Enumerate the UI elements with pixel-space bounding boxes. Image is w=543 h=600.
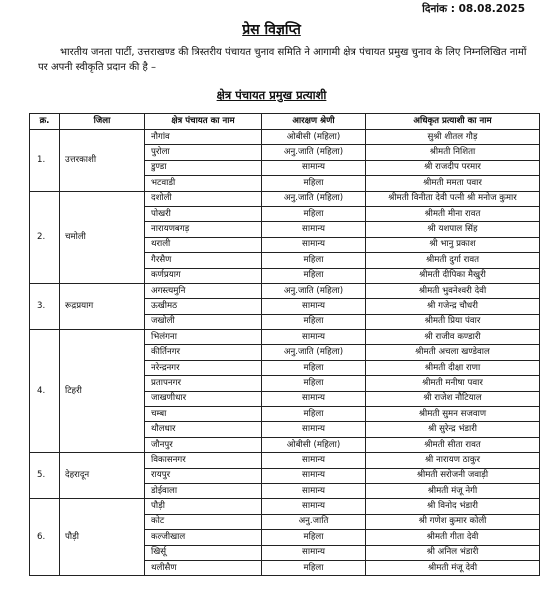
cell-candidate: श्रीमती मंजू नेगी	[366, 483, 540, 498]
cell-reservation: महिला	[262, 560, 366, 575]
cell-district: पौड़ी	[60, 499, 145, 576]
cell-panchayat: गैरसैण	[145, 253, 262, 268]
cell-candidate: सुश्री शीतल गौड़	[366, 130, 540, 145]
cell-reservation: अनु.जाति (महिला)	[262, 283, 366, 298]
cell-candidate: श्री विनोद भंडारी	[366, 499, 540, 514]
cell-candidate: श्रीमती दीक्षा राणा	[366, 360, 540, 375]
cell-candidate: श्रीमती मंजू देवी	[366, 560, 540, 575]
table-row	[30, 499, 540, 514]
cell-panchayat: पोखरी	[145, 206, 262, 221]
table-row	[30, 191, 540, 206]
cell-reservation: सामान्य	[262, 422, 366, 437]
cell-candidate: श्रीमती भुवनेश्वरी देवी	[366, 283, 540, 298]
cell-candidate: श्रीमती सीता रावत	[366, 437, 540, 452]
cell-serial-number: 5.	[30, 453, 60, 499]
cell-reservation: महिला	[262, 360, 366, 375]
cell-candidate: श्रीमती निशिता	[366, 145, 540, 160]
cell-candidate: श्रीमती सरोजनी जवाड़ी	[366, 468, 540, 483]
cell-panchayat: भिलंगना	[145, 330, 262, 345]
header-candidate: अधिकृत प्रत्याशी का नाम	[366, 114, 540, 130]
cell-candidate: श्री राजेश नौटियाल	[366, 391, 540, 406]
press-date: दिनांक : 08.08.2025	[422, 3, 525, 15]
cell-district: उत्तरकाशी	[60, 130, 145, 192]
cell-candidate: श्री भानु प्रकाश	[366, 237, 540, 252]
cell-candidate: श्री अनिल भंडारी	[366, 545, 540, 560]
cell-candidate: श्रीमती मनीषा पवार	[366, 376, 540, 391]
intro-paragraph: भारतीय जनता पार्टी, उत्तराखण्ड की त्रिस्तरीय पंचायत चुनाव समिति ने आगामी क्षेत्र पंचायत प्रमुख चुनाव के लिए निम्नलिखित नामों पर अपनी स्वीकृति प्रदान की है –	[38, 47, 527, 73]
header-reservation: आरक्षण श्रेणी	[262, 114, 366, 130]
cell-panchayat: विकासनगर	[145, 453, 262, 468]
cell-panchayat: डुण्डा	[145, 160, 262, 175]
cell-reservation: सामान्य	[262, 237, 366, 252]
cell-reservation: अनु.जाति (महिला)	[262, 345, 366, 360]
cell-district: रूद्रप्रयाग	[60, 283, 145, 329]
cell-reservation: महिला	[262, 206, 366, 221]
cell-reservation: सामान्य	[262, 222, 366, 237]
cell-serial-number: 1.	[30, 130, 60, 192]
cell-candidate: श्री राजीव कण्डारी	[366, 330, 540, 345]
header-district: जिला	[60, 114, 145, 130]
cell-candidate: श्री गणेश कुमार कोली	[366, 514, 540, 529]
cell-panchayat: कर्णप्रयाग	[145, 268, 262, 283]
cell-reservation: सामान्य	[262, 391, 366, 406]
cell-panchayat: पौड़ी	[145, 499, 262, 514]
cell-candidate: श्री नारायण ठाकुर	[366, 453, 540, 468]
cell-candidate: श्री गजेन्द्र चौधरी	[366, 299, 540, 314]
cell-candidate: श्रीमती ममता पवार	[366, 176, 540, 191]
cell-reservation: सामान्य	[262, 330, 366, 345]
table-header-row	[30, 114, 540, 130]
cell-serial-number: 6.	[30, 499, 60, 576]
cell-district: टिहरी	[60, 330, 145, 453]
cell-candidate: श्रीमती दुर्गा रावत	[366, 253, 540, 268]
cell-reservation: सामान्य	[262, 453, 366, 468]
cell-panchayat: जाखणीधार	[145, 391, 262, 406]
cell-panchayat: कल्जीखाल	[145, 530, 262, 545]
cell-reservation: सामान्य	[262, 468, 366, 483]
cell-reservation: सामान्य	[262, 545, 366, 560]
header-panchayat: क्षेत्र पंचायत का नाम	[145, 114, 262, 130]
cell-panchayat: कीर्तिनगर	[145, 345, 262, 360]
cell-reservation: अनु.जाति	[262, 514, 366, 529]
page-title: प्रेस विज्ञप्ति	[242, 22, 301, 38]
cell-reservation: महिला	[262, 376, 366, 391]
cell-reservation: महिला	[262, 407, 366, 422]
cell-serial-number: 3.	[30, 283, 60, 329]
cell-reservation: महिला	[262, 314, 366, 329]
cell-candidate: श्रीमती दीपिका मैखुरी	[366, 268, 540, 283]
cell-reservation: ओबीसी (महिला)	[262, 130, 366, 145]
table-row	[30, 130, 540, 145]
cell-panchayat: खिर्सू	[145, 545, 262, 560]
table-row	[30, 283, 540, 298]
cell-district: देहरादून	[60, 453, 145, 499]
cell-panchayat: नरेन्द्रनगर	[145, 360, 262, 375]
cell-reservation: सामान्य	[262, 483, 366, 498]
cell-panchayat: ऊखीमठ	[145, 299, 262, 314]
cell-panchayat: थौलधार	[145, 422, 262, 437]
cell-panchayat: कोट	[145, 514, 262, 529]
header-sno: क्र.	[30, 114, 60, 130]
table-row	[30, 453, 540, 468]
cell-reservation: महिला	[262, 176, 366, 191]
cell-candidate: श्रीमती प्रिया पंवार	[366, 314, 540, 329]
cell-candidate: श्री यशपाल सिंह	[366, 222, 540, 237]
candidates-table	[29, 113, 540, 576]
cell-reservation: महिला	[262, 268, 366, 283]
cell-panchayat: भटवाडी	[145, 176, 262, 191]
cell-reservation: ओबीसी (महिला)	[262, 437, 366, 452]
cell-district: चमोली	[60, 191, 145, 283]
cell-panchayat: पुरोला	[145, 145, 262, 160]
cell-reservation: महिला	[262, 530, 366, 545]
cell-reservation: महिला	[262, 253, 366, 268]
cell-panchayat: प्रतापनगर	[145, 376, 262, 391]
cell-candidate: श्रीमती गीता देवी	[366, 530, 540, 545]
cell-candidate: श्री सुरेन्द्र भंडारी	[366, 422, 540, 437]
cell-candidate: श्रीमती मीना रावत	[366, 206, 540, 221]
cell-reservation: अनु.जाति (महिला)	[262, 145, 366, 160]
cell-panchayat: दशोली	[145, 191, 262, 206]
cell-reservation: सामान्य	[262, 160, 366, 175]
cell-reservation: सामान्य	[262, 299, 366, 314]
cell-serial-number: 4.	[30, 330, 60, 453]
table-title: क्षेत्र पंचायत प्रमुख प्रत्याशी	[216, 88, 327, 102]
cell-candidate: श्री राजदीप परमार	[366, 160, 540, 175]
cell-panchayat: थराली	[145, 237, 262, 252]
table-row	[30, 330, 540, 345]
cell-panchayat: रायपुर	[145, 468, 262, 483]
cell-panchayat: थलीसैण	[145, 560, 262, 575]
cell-panchayat: नौगांव	[145, 130, 262, 145]
cell-candidate: श्रीमती अचला खण्डेवाल	[366, 345, 540, 360]
cell-serial-number: 2.	[30, 191, 60, 283]
cell-candidate: श्रीमती सुमन सजवाण	[366, 407, 540, 422]
cell-candidate: श्रीमती विनीता देवी पत्नी श्री मनोज कुमार	[366, 191, 540, 206]
cell-panchayat: जौनपुर	[145, 437, 262, 452]
cell-panchayat: नारायणबगड़	[145, 222, 262, 237]
cell-panchayat: डोईवाला	[145, 483, 262, 498]
cell-reservation: सामान्य	[262, 499, 366, 514]
cell-panchayat: अगस्त्यमुनि	[145, 283, 262, 298]
table-body	[30, 130, 540, 576]
cell-panchayat: जखोली	[145, 314, 262, 329]
cell-reservation: अनु.जाति (महिला)	[262, 191, 366, 206]
cell-panchayat: चम्बा	[145, 407, 262, 422]
